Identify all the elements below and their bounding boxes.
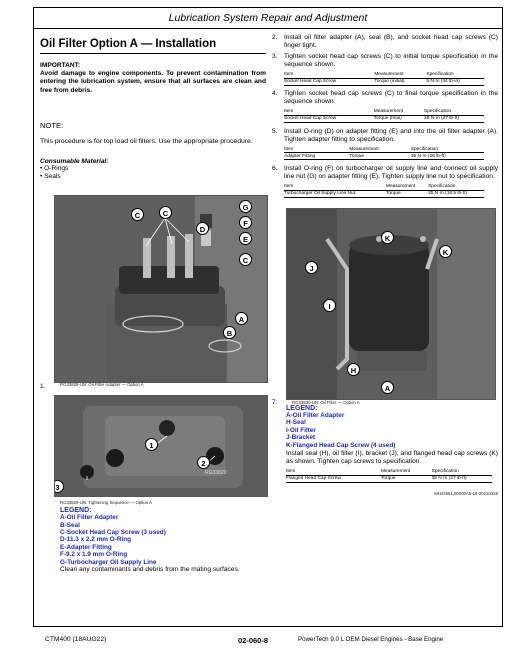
table-header: Measurement: [374, 72, 426, 78]
right-legend: [286, 405, 498, 466]
callout-c: C: [239, 253, 252, 266]
callout-k: K: [381, 231, 394, 244]
torque-table-step-4: [284, 109, 484, 123]
legend-item: C-Socket Head Cap Screw (3 used): [60, 528, 166, 536]
note-text: This procedure is for top load oil filters. Use the appropriate procedure.: [40, 137, 253, 145]
step-5: [272, 128, 498, 144]
callout-c: C: [131, 208, 144, 221]
callout-1: 1: [145, 438, 158, 451]
callout-k: K: [439, 245, 452, 258]
table-header: Measurement: [349, 147, 410, 153]
step-number: 7.: [272, 398, 278, 406]
note-label: NOTE:: [40, 120, 64, 130]
step-number: 5.: [272, 127, 278, 135]
table-row: Adapter Fitting Torque 35 N·m (26 lb-ft): [284, 153, 484, 160]
legend-item: H-Seal: [286, 419, 306, 427]
table-header: Specification: [411, 147, 484, 153]
table-row: Socket Head Cap Screw Torque (final) 38 N·m (27 lb-ft): [284, 115, 484, 122]
step-2: [272, 34, 498, 50]
figure-3-caption: RG33830-UN: Oil Filter — Option A: [292, 399, 360, 405]
legend-title: LEGEND:: [60, 507, 92, 515]
step-number: 1.: [40, 383, 46, 391]
step-number: 3.: [272, 53, 278, 61]
page-frame: [33, 7, 503, 627]
step-text: Install O-ring (F) on turbocharger oil supply line and connect oil supply line nut (G) on adapter fitting (E). Tighten supply line nut to specification.: [284, 165, 498, 181]
step-number: 2.: [272, 34, 278, 41]
torque-table-step-3: [284, 72, 484, 86]
step-3: [272, 53, 498, 69]
section-header: Lubrication System Repair and Adjustment: [168, 12, 368, 24]
callout-a: A: [381, 381, 394, 394]
callout-d: D: [196, 222, 209, 235]
torque-table-step-5: [284, 147, 484, 161]
consumable-item: • O-Rings: [40, 165, 69, 173]
table-header: Measurement: [374, 109, 424, 115]
legend-item: A-Oil Filter Adapter: [286, 411, 345, 419]
step-4: [272, 90, 498, 106]
callout-a: A: [235, 312, 248, 325]
important-text: Avoid damage to engine components. To prevent contamination from entering the lubrication system, ensure that all surfaces are clean and free from debris.: [40, 70, 266, 94]
legend-item: I-Oil Filter: [286, 426, 316, 434]
legend-title: LEGEND:: [286, 404, 318, 412]
legend-item: D-11.3 x 2.2 mm O-Ring: [60, 536, 132, 544]
footer-page-number: 02-060-8: [238, 636, 269, 645]
callout-c: C: [159, 206, 172, 219]
footer-left: CTM400 (18AUG22): [45, 636, 107, 643]
figure-1-block: [40, 195, 266, 391]
table-row: Socket Head Cap Screw Torque (initial) 5 N·m (44 lb-in): [284, 78, 484, 85]
table-header: Item: [284, 147, 349, 153]
step-7-text: Install seal (H), oil filter (I), bracket (J), and flanged head cap screws (K) as shown. Tighten cap screws to specification.: [286, 449, 498, 466]
callout-i: I: [323, 299, 336, 312]
step-text: Install oil filter adapter (A), seal (B), and socket head cap screws (C) finger tight.: [284, 34, 498, 50]
consumable-item: • Seals: [40, 173, 61, 181]
figure-2-caption: RG33829-UN: Tightening Sequence — Option A: [60, 500, 152, 506]
legend-item: F-9.2 x 1.9 mm O-Ring: [60, 551, 128, 559]
step-6: [272, 165, 498, 181]
tightening-sequence-illustration: [55, 396, 267, 496]
legend-item: J-Bracket: [286, 434, 316, 442]
legend-item: G-Turbocharger Oil Supply Line: [60, 558, 157, 566]
step-number: 6.: [272, 165, 278, 173]
table-header: Measurement: [381, 469, 432, 475]
right-column: [272, 34, 498, 497]
legend-item: B-Seal: [60, 521, 80, 529]
callout-g: G: [239, 200, 252, 213]
table-header: Item: [284, 109, 374, 115]
consumable-title: Consumable Material:: [40, 158, 109, 166]
step-number: 4.: [272, 89, 278, 97]
step-text: Install O-ring (D) on adapter fitting (E) and into the oil filter adapter (A). Tighten adapter fitting to specification.: [284, 127, 498, 143]
callout-f: F: [239, 216, 252, 229]
legend-item: A-Oil Filter Adapter: [60, 514, 119, 522]
left-legend: [60, 507, 266, 574]
doc-reference: MH42591,00000A5-19-20210325: [434, 490, 498, 496]
clean-instruction: Clean any contaminants and debris from the mating surfaces.: [60, 565, 240, 573]
callout-e: E: [239, 232, 252, 245]
figure-3-photo: [286, 208, 496, 400]
figure-2-photo: [54, 395, 268, 497]
callout-3: 3: [54, 480, 64, 493]
procedure-title: Oil Filter Option A — Installation: [40, 38, 217, 50]
torque-table-step-6: [284, 184, 484, 198]
table-row: Turbocharger Oil Supply Line Nut Torque 25 N·m (18.5 lb-ft): [284, 190, 484, 197]
title-rule: [40, 53, 266, 54]
table-header: Specification: [428, 184, 484, 190]
figure-2-watermark: RG33829: [205, 470, 227, 477]
callout-2: 2: [197, 456, 210, 469]
important-label: IMPORTANT:: [40, 62, 81, 69]
step-text: Tighten socket head cap screws (C) to final torque specification in the sequence shown.: [284, 89, 498, 105]
left-column: [40, 34, 266, 574]
table-row: Flanged Head Cap Screw Torque 38 N·m (27 lb-ft): [286, 475, 492, 482]
table-header: Specification: [426, 72, 484, 78]
legend-item: K-Flanged Head Cap Screw (4 used): [286, 441, 396, 449]
figure-1-caption: RG33828-UN: Oil Filter Adapter — Option A: [60, 382, 144, 388]
step-text: Tighten socket head cap screws (C) to initial torque specification in the sequence shown.: [284, 53, 498, 69]
table-header: Item: [286, 469, 381, 475]
callout-b: B: [223, 326, 236, 339]
callout-j: J: [305, 261, 318, 274]
torque-table-step-7: [286, 469, 492, 483]
callout-h: H: [347, 363, 360, 376]
legend-item: E-Adapter Fitting: [60, 543, 112, 551]
table-header: Item: [284, 184, 386, 190]
figure-1-photo: [54, 195, 268, 383]
figure-3-block: [272, 208, 498, 404]
oil-filter-adapter-illustration: [55, 196, 267, 382]
footer-right: PowerTech 9.0 L OEM Diesel Engines - Base Engine: [298, 636, 444, 643]
table-header: Specification: [432, 469, 492, 475]
table-header: Specification: [424, 109, 484, 115]
header-rule: [34, 28, 502, 29]
table-header: Measurement: [386, 184, 428, 190]
table-header: Item: [284, 72, 374, 78]
